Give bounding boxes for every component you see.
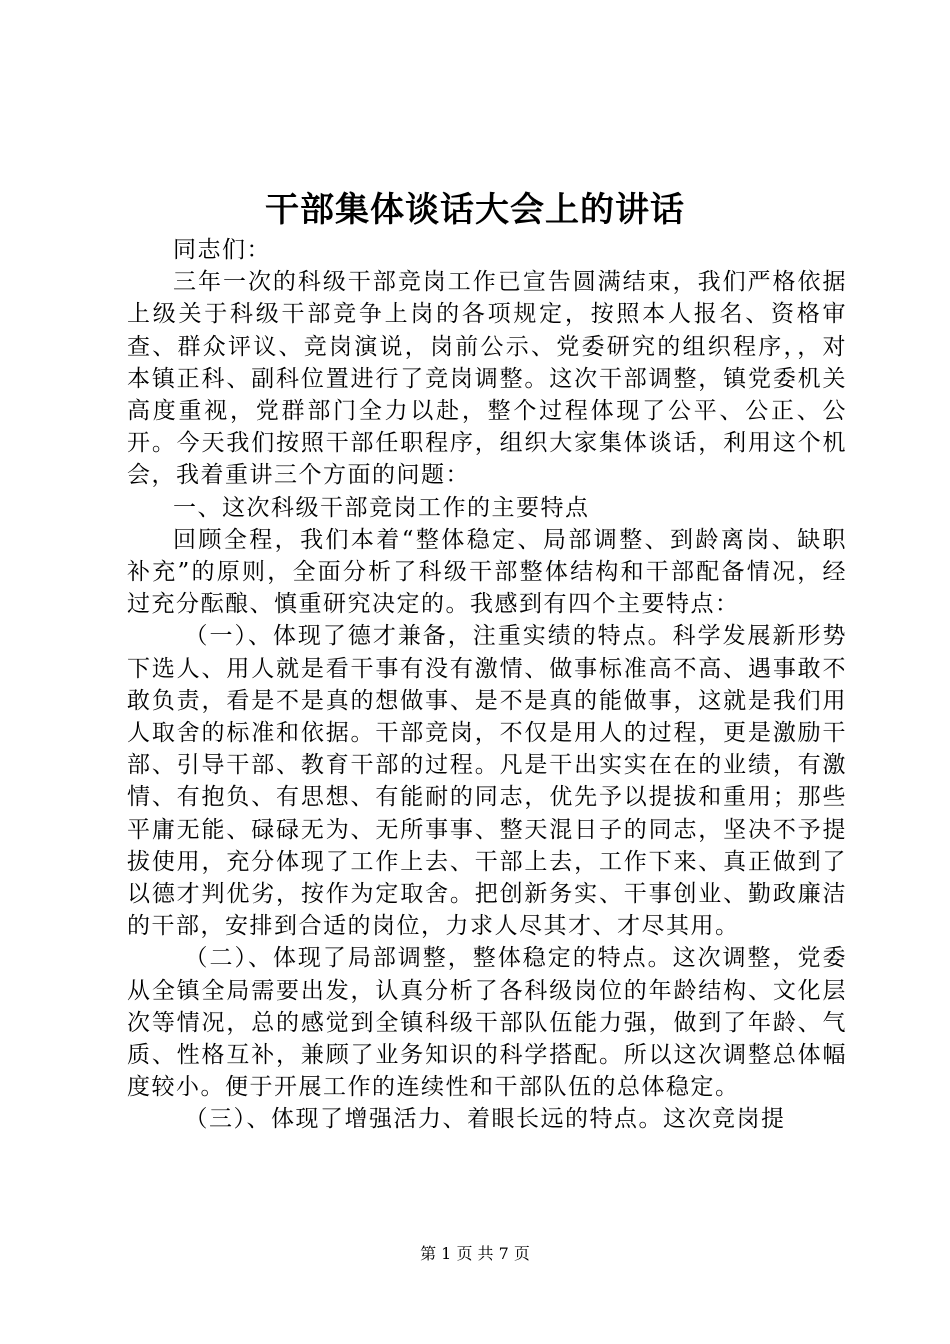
review-paragraph: 回顾全程，我们本着“整体稳定、局部调整、到龄离岗、缺职补充”的原则，全面分析了科级干部整体结构和干部配备情况，经过充分酝酿、慎重研究决定的。我感到有四个主要特点： bbox=[127, 526, 847, 618]
point-one-paragraph: （一）、体现了德才兼备，注重实绩的特点。科学发展新形势下选人、用人就是看干事有没有激情、做事标准高不高、遇事敢不敢负责，看是不是真的想做事、是不是真的能做事，这就是我们用人取舍的标准和依据。干部竞岗，不仅是用人的过程，更是激励干部、引导干部、教育干部的过程。凡是干出实实在在的业绩，有激情、有抱负、有思想、有能耐的同志，优先予以提拔和重用；那些平庸无能、碌碌无为、无所事事、整天混日子的同志，坚决不予提拔使用，充分体现了工作上去、干部上去，工作下来、真正做到了以德才判优劣，按作为定取舍。把创新务实、干事创业、勤政廉洁的干部，安排到合适的岗位，力求人尽其才、才尽其用。 bbox=[127, 623, 847, 940]
document-title: 干部集体谈话大会上的讲话 bbox=[265, 190, 685, 230]
point-two-paragraph: （二）、体现了局部调整，整体稳定的特点。这次调整，党委从全镇全局需要出发，认真分析了各科级岗位的年龄结构、文化层次等情况，总的感觉到全镇科级干部队伍能力强，做到了年龄、气质、性格互补，兼顾了业务知识的科学搭配。所以这次调整总体幅度较小。便于开展工作的连续性和干部队伍的总体稳定。 bbox=[127, 945, 847, 1101]
page-footer: 第 1 页 共 7 页 bbox=[420, 1244, 530, 1263]
section-heading: 一、这次科级干部竞岗工作的主要特点 bbox=[173, 494, 590, 521]
document-body bbox=[127, 234, 847, 1136]
intro-paragraph: 三年一次的科级干部竞岗工作已宣告圆满结束，我们严格依据上级关于科级干部竞争上岗的各项规定，按照本人报名、资格审查、群众评议、竞岗演说，岗前公示、党委研究的组织程序，，对本镇正科、副科位置进行了竞岗调整。这次干部调整，镇党委机关高度重视，党群部门全力以赴，整个过程体现了公平、公正、公开。今天我们按照干部任职程序，组织大家集体谈话，利用这个机会，我着重讲三个方面的问题： bbox=[127, 269, 847, 489]
salutation-paragraph: 同志们： bbox=[173, 237, 271, 263]
point-three-paragraph: （三）、体现了增强活力、着眼长远的特点。这次竞岗提 bbox=[184, 1106, 786, 1133]
